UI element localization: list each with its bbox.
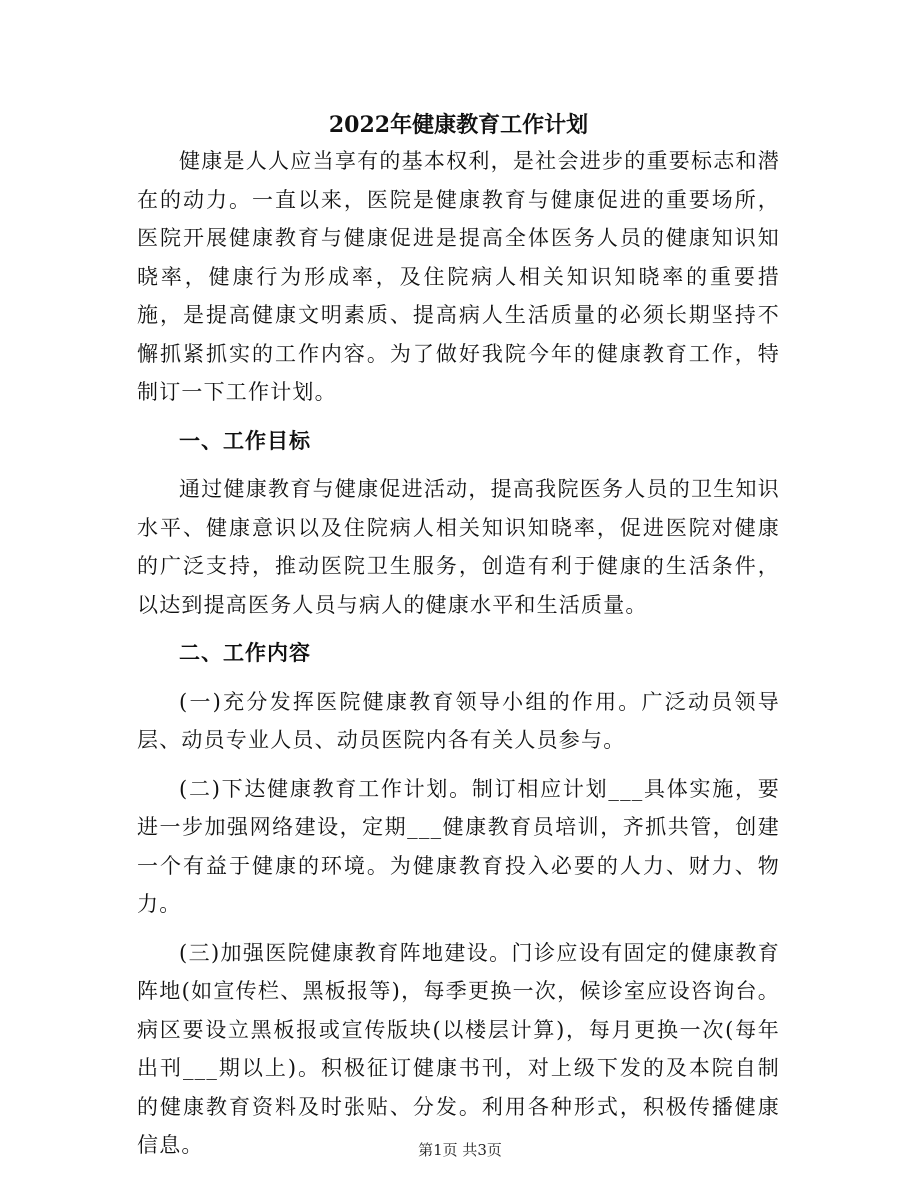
intro-paragraph: 健康是人人应当享有的基本权利，是社会进步的重要标志和潜在的动力。一直以来，医院是健康教育与健康促进的重要场所，医院开展健康教育与健康促进是提高全体医务人员的健康知识知晓率，健康行为形成率，及住院病人相关知识知晓率的重要措施，是提高健康文明素质、提高病人生活质量的必须长期坚持不懈抓紧抓实的工作内容。为了做好我院今年的健康教育工作，特制订一下工作计划。 (137, 149, 780, 404)
spacer (137, 760, 780, 770)
content-item-1: (一)充分发挥医院健康教育领导小组的作用。广泛动员领导层、动员专业人员、动员医院内各有关人员参与。 (137, 689, 780, 752)
content-item-2: (二)下达健康教育工作计划。制订相应计划___具体实施，要进一步加强网络建设，定期___健康教育员培训，齐抓共管，创建一个有益于健康的环境。为健康教育投入必要的人力、财力、物力。 (137, 776, 780, 916)
spacer (137, 924, 780, 934)
section-heading-content: 二、工作内容 (179, 640, 311, 665)
spacer (137, 460, 780, 470)
spacer (137, 673, 780, 683)
goals-paragraph: 通过健康教育与健康促进活动，提高我院医务人员的卫生知识水平、健康意识以及住院病人相关知识知晓率，促进医院对健康的广泛支持，推动医院卫生服务，创造有利于健康的生活条件，以达到提高医务人员与病人的健康水平和生活质量。 (137, 477, 780, 617)
document-body (137, 108, 780, 1165)
document-title: 2022年健康教育工作计划 (328, 112, 589, 138)
spacer (137, 624, 780, 634)
content-item-3: (三)加强医院健康教育阵地建设。门诊应设有固定的健康教育阵地(如宣传栏、黑板报等)，每季更换一次，候诊室应设咨询台。病区要设立黑板报或宣传版块(以楼层计算)，每月更换一次(每年出刊___期以上)。积极征订健康书刊，对上级下发的及本院自制的健康教育资料及时张贴、分发。利用各种形式，积极传播健康信息。 (137, 940, 780, 1157)
page-number: 第1页 共3页 (418, 1141, 502, 1159)
section-heading-goals: 一、工作目标 (179, 427, 311, 453)
spacer (137, 412, 780, 422)
page-footer (0, 1140, 920, 1160)
